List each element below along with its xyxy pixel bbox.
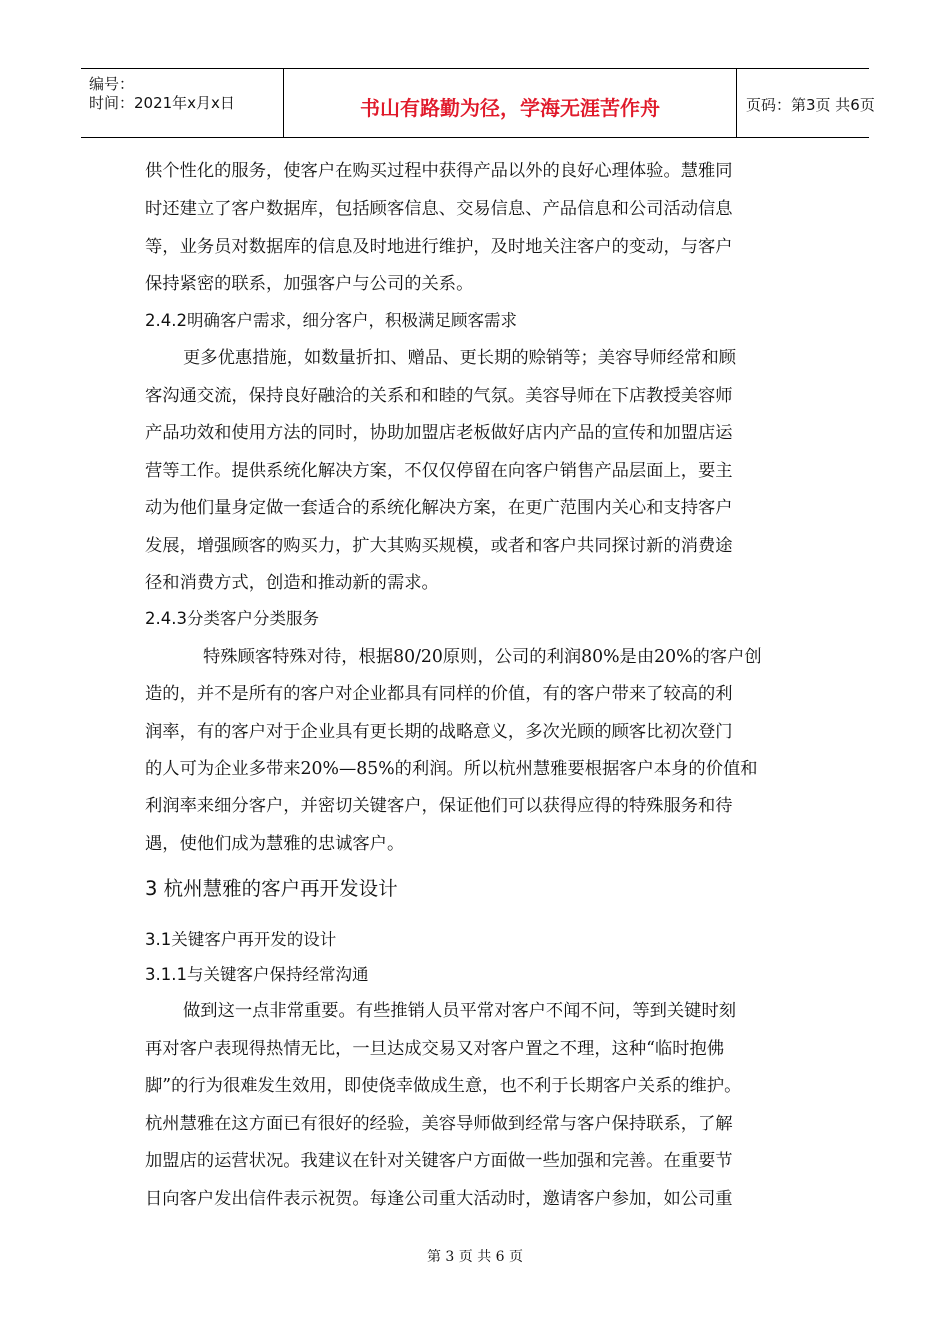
page-header bbox=[81, 68, 875, 138]
paragraph-line: 的人可为企业多带来20%—85%的利润。所以杭州慧雅要根据客户本身的价值和 bbox=[145, 759, 758, 779]
paragraph-line: 做到这一点非常重要。有些推销人员平常对客户不闻不问，等到关键时刻 bbox=[183, 1001, 737, 1021]
paragraph-line: 动为他们量身定做一套适合的系统化解决方案，在更广范围内关心和支持客户 bbox=[145, 498, 733, 518]
paragraph-line: 产品功效和使用方法的同时，协助加盟店老板做好店内产品的宣传和加盟店运 bbox=[145, 423, 733, 443]
paragraph-line: 发展，增强顾客的购买力，扩大其购买规模，或者和客户共同探讨新的消费途 bbox=[145, 536, 733, 556]
paragraph-line: 加盟店的运营状况。我建议在针对关键客户方面做一些加强和完善。在重要节 bbox=[145, 1151, 733, 1171]
header-left-cell bbox=[81, 69, 283, 137]
header-middle-cell bbox=[283, 69, 737, 137]
paragraph-line: 等，业务员对数据库的信息及时地进行维护，及时地关注客户的变动，与客户 bbox=[145, 237, 733, 257]
paragraph-line: 保持紧密的联系，加强客户与公司的关系。 bbox=[145, 274, 474, 294]
paragraph-line: 客沟通交流，保持良好融洽的关系和和睦的气氛。美容导师在下店教授美容师 bbox=[145, 386, 733, 406]
paragraph-line: 供个性化的服务，使客户在购买过程中获得产品以外的良好心理体验。慧雅同 bbox=[145, 161, 733, 181]
page-footer: 第 3 页 共 6 页 bbox=[426, 1249, 524, 1265]
paragraph-line: 脚”的行为很难发生效用，即使侥幸做成生意，也不利于长期客户关系的维护。 bbox=[145, 1076, 742, 1096]
section-heading-2-4-3: 2.4.3分类客户分类服务 bbox=[145, 609, 319, 628]
paragraph-line: 径和消费方式，创造和推动新的需求。 bbox=[145, 573, 439, 593]
paragraph-line: 营等工作。提供系统化解决方案，不仅仅停留在向客户销售产品层面上，要主 bbox=[145, 461, 733, 481]
section-heading-2-4-2: 2.4.2明确客户需求，细分客户，积极满足顾客需求 bbox=[145, 311, 517, 330]
paragraph-line: 造的，并不是所有的客户对企业都具有同样的价值，有的客户带来了较高的利 bbox=[145, 684, 733, 704]
paragraph-line: 杭州慧雅在这方面已有很好的经验，美容导师做到经常与客户保持联系，了解 bbox=[145, 1114, 733, 1134]
header-right-cell bbox=[736, 69, 875, 137]
paragraph-line: 遇，使他们成为慧雅的忠诚客户。 bbox=[145, 834, 405, 854]
paragraph-line: 利润率来细分客户，并密切关键客户，保证他们可以获得应得的特殊服务和待 bbox=[145, 796, 733, 816]
header-page-info: 页码：第3页 共6页 bbox=[746, 96, 875, 114]
paragraph-line: 特殊顾客特殊对待，根据80/20原则，公司的利润80%是由20%的客户创 bbox=[203, 647, 762, 667]
document-time-label: 时间：2021年x月x日 bbox=[89, 94, 235, 112]
document-number-label: 编号： bbox=[89, 75, 135, 93]
header-motto: 书山有路勤为径，学海无涯苦作舟 bbox=[360, 96, 660, 120]
paragraph-line: 日向客户发出信件表示祝贺。每逢公司重大活动时，邀请客户参加，如公司重 bbox=[145, 1189, 733, 1209]
section-heading-3-1-1: 3.1.1与关键客户保持经常沟通 bbox=[145, 965, 369, 984]
chapter-heading-3: 3 杭州慧雅的客户再开发设计 bbox=[145, 877, 398, 900]
paragraph-line: 润率，有的客户对于企业具有更长期的战略意义，多次光顾的顾客比初次登门 bbox=[145, 722, 733, 742]
paragraph-line: 再对客户表现得热情无比，一旦达成交易又对客户置之不理，这种“临时抱佛 bbox=[145, 1039, 725, 1059]
paragraph-line: 更多优惠措施，如数量折扣、赠品、更长期的赊销等；美容导师经常和顾 bbox=[183, 348, 737, 368]
section-heading-3-1: 3.1关键客户再开发的设计 bbox=[145, 930, 337, 949]
paragraph-line: 时还建立了客户数据库，包括顾客信息、交易信息、产品信息和公司活动信息 bbox=[145, 199, 733, 219]
